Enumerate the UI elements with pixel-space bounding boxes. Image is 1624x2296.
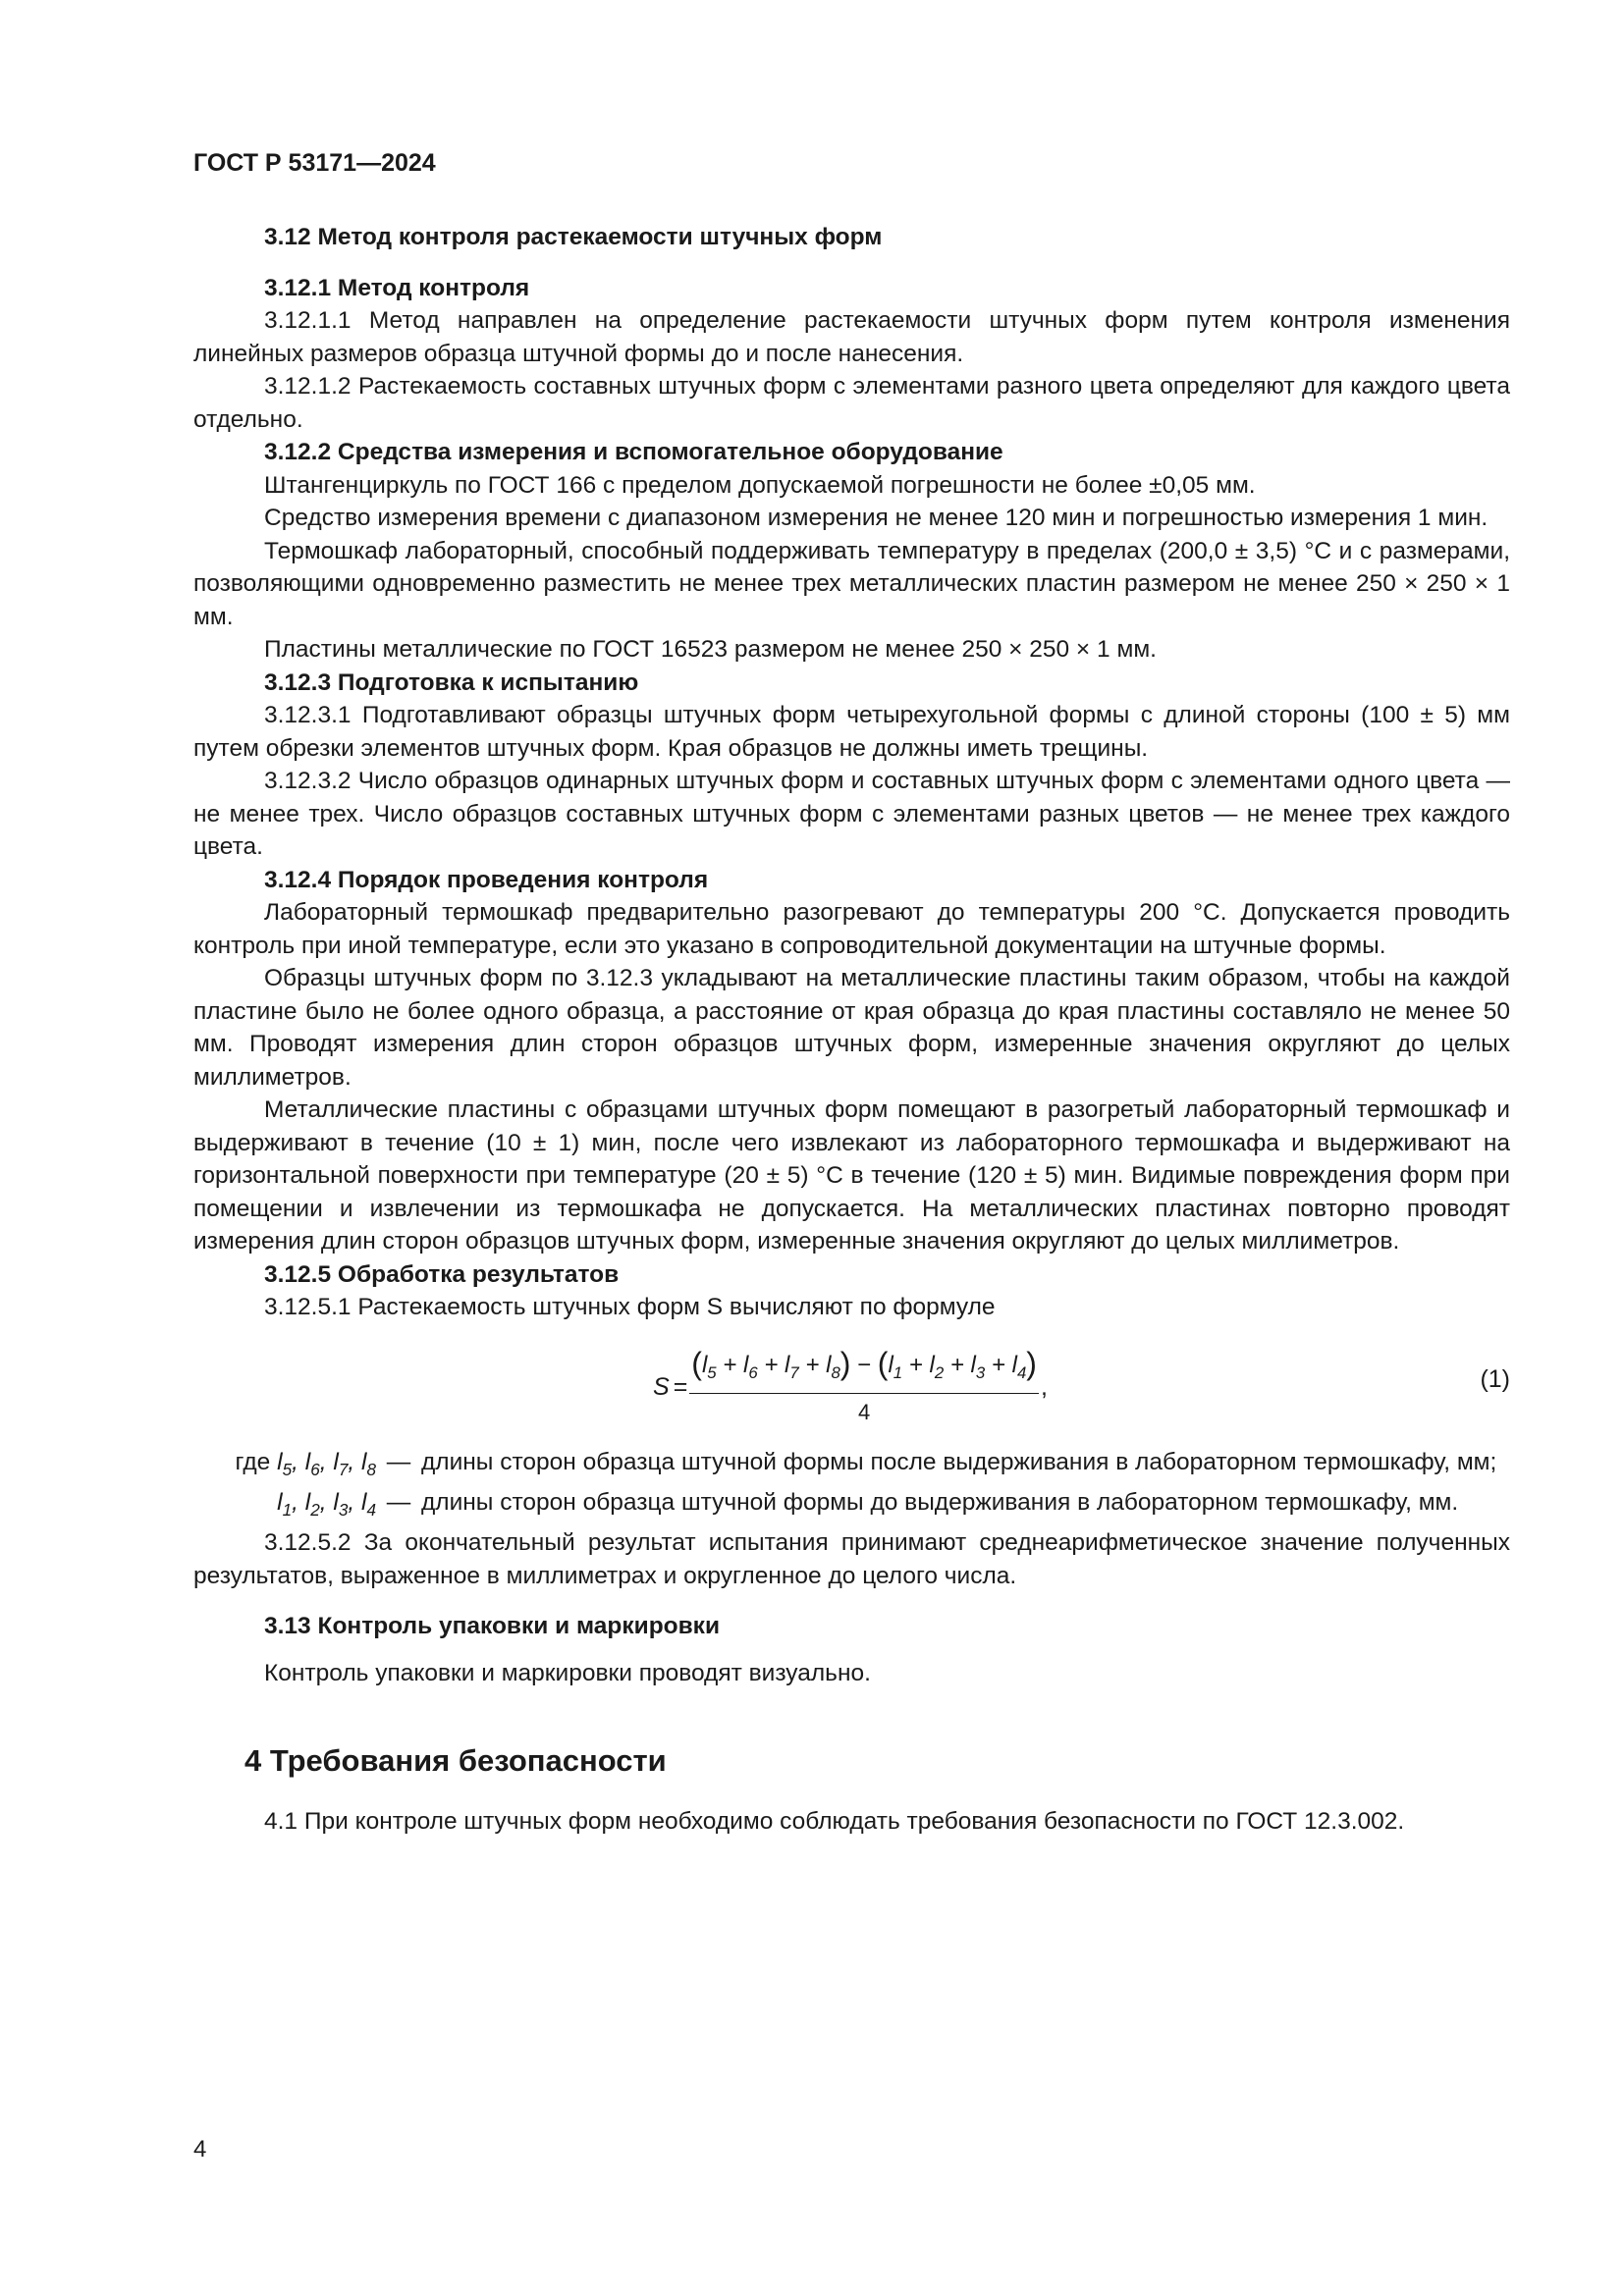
formula-sum-before: $l_1 + l_2 + l_3 + l_4$ — [888, 1351, 1027, 1382]
paragraph-3-12-1-2: 3.12.1.2 Растекаемость составных штучных форм с элементами разного цвета определяют для каждого цвета отдельно. — [193, 373, 1510, 433]
paragraph-plates: Пластины металлические по ГОСТ 16523 размером не менее 250 × 250 × 1 мм. — [264, 636, 1157, 663]
where-vars-after: $l_5$, $l_6$, $l_7$, $l_8$ — [277, 1448, 376, 1479]
formula-spreadability — [653, 1345, 1048, 1429]
paragraph-preheat: Лабораторный термошкаф предварительно разогревают до температуры 200 °С. Допускается проводить контроль при иной температуре, если это указано в сопроводительной документации на штучные формы. — [193, 899, 1510, 959]
where-dash: — — [386, 1448, 411, 1475]
paragraph-3-12-5-2: 3.12.5.2 За окончательный результат испытания принимают среднеарифметическое значение полученных результатов, выраженное в миллиметрах и округленное до целого числа. — [193, 1529, 1510, 1589]
where-desc-after: длины сторон образца штучной формы после выдерживания в лабораторном термошкафу, мм; — [421, 1448, 1497, 1475]
where-vars-before: $l_1$, $l_2$, $l_3$, $l_4$ — [277, 1488, 376, 1520]
paragraph-timer: Средство измерения времени с диапазоном измерения не менее 120 мин и погрешностью измерения 1 мин. — [264, 505, 1489, 531]
section-3-12-5-title: 3.12.5 Обработка результатов — [264, 1260, 620, 1288]
formula-numerator: $(l_5 + l_6 + l_7 + l_8) - (l_1 + l_2 + l_3 + l_4)$ — [689, 1348, 1039, 1394]
section-4-title: 4 Требования безопасности — [244, 1743, 667, 1779]
where-word: где — [235, 1448, 271, 1475]
paragraph-3-12-3-2: 3.12.3.2 Число образцов одинарных штучных форм и составных штучных форм с элементами одного цвета — не менее трех. Число образцов составных штучных форм с элементами разных цветов — не менее трех каждого цвета. — [193, 768, 1510, 860]
paragraph-caliper: Штангенциркуль по ГОСТ 166 с пределом допускаемой погрешности не более ±0,05 мм. — [264, 471, 1256, 499]
where-dash: — — [386, 1488, 411, 1516]
formula-equals: = — [673, 1373, 688, 1402]
section-3-12-2-title: 3.12.2 Средства измерения и вспомогательное оборудование — [264, 439, 1003, 465]
formula-sum-after: $l_5 + l_6 + l_7 + l_8$ — [701, 1351, 840, 1382]
page-content — [193, 221, 1510, 1838]
formula-denominator: 4 — [857, 1399, 871, 1424]
formula-trailing-comma: , — [1040, 1373, 1048, 1402]
section-3-12-1-title: 3.12.1 Метод контроля — [264, 274, 530, 301]
section-3-12-4-title: 3.12.4 Порядок проведения контроля — [264, 866, 709, 893]
formula-lhs: S — [653, 1373, 670, 1402]
where-row-after — [193, 1446, 1510, 1486]
paragraph-4-1: 4.1 При контроле штучных форм необходимо соблюдать требования безопасности по ГОСТ 12.3.002. — [264, 1807, 1405, 1835]
where-row-before — [193, 1486, 1510, 1526]
section-3-12-title: 3.12 Метод контроля растекаемости штучных форм — [264, 224, 883, 250]
formula-block — [193, 1342, 1510, 1436]
standard-id: ГОСТ Р 53171—2024 — [193, 149, 436, 177]
paragraph-3-12-5-1: 3.12.5.1 Растекаемость штучных форм S вычисляют по формуле — [264, 1294, 996, 1320]
page-number: 4 — [193, 2136, 207, 2163]
section-3-13-title: 3.13 Контроль упаковки и маркировки — [264, 1613, 721, 1640]
formula-number: (1) — [1480, 1364, 1510, 1393]
paragraph-3-13: Контроль упаковки и маркировки проводят визуально. — [264, 1659, 871, 1686]
formula-minus: − — [857, 1351, 872, 1378]
paragraph-heating: Металлические пластины с образцами штучных форм помещают в разогретый лабораторный термошкаф и выдерживают в течение (10 ± 1) мин, после чего извлекают из лабораторного термошкафа и выдерживают на горизонтальной поверхности при температуре (20 ± 5) °С в течение (120 ± 5) мин. Видимые повреждения форм при помещении и извлечении из термошкафа не допускается. На металлических пластинах повторно проводят измерения длин сторон образцов штучных форм, измеренные значения округляют до целых миллиметров. — [193, 1096, 1510, 1255]
paragraph-oven: Термошкаф лабораторный, способный поддерживать температуру в пределах (200,0 ± 3,5) °С и с размерами, позволяющими одновременно разместить не менее трех металлических пластин размером не менее 250 × 250 × 1 мм. — [193, 537, 1510, 630]
paragraph-3-12-3-1: 3.12.3.1 Подготавливают образцы штучных форм четырехугольной формы с длиной стороны (100 ± 5) мм путем обрезки элементов штучных форм. Края образцов не должны иметь трещины. — [193, 702, 1510, 762]
where-desc-before: длины сторон образца штучной формы до выдерживания в лабораторном термошкафу, мм. — [421, 1488, 1459, 1516]
section-3-12-3-title: 3.12.3 Подготовка к испытанию — [264, 668, 639, 696]
paragraph-3-12-1-1: 3.12.1.1 Метод направлен на определение растекаемости штучных форм путем контроля изменения линейных размеров образца штучной формы до и после нанесения. — [193, 307, 1510, 367]
paragraph-placement: Образцы штучных форм по 3.12.3 укладывают на металлические пластины таким образом, чтобы на каждой пластине было не более одного образца, а расстояние от края образца до края пластины составляло не менее 50 мм. Проводят измерения длин сторон образцов штучных форм, измеренные значения округляют до целых миллиметров. — [193, 965, 1510, 1091]
formula-fraction — [689, 1345, 1039, 1429]
